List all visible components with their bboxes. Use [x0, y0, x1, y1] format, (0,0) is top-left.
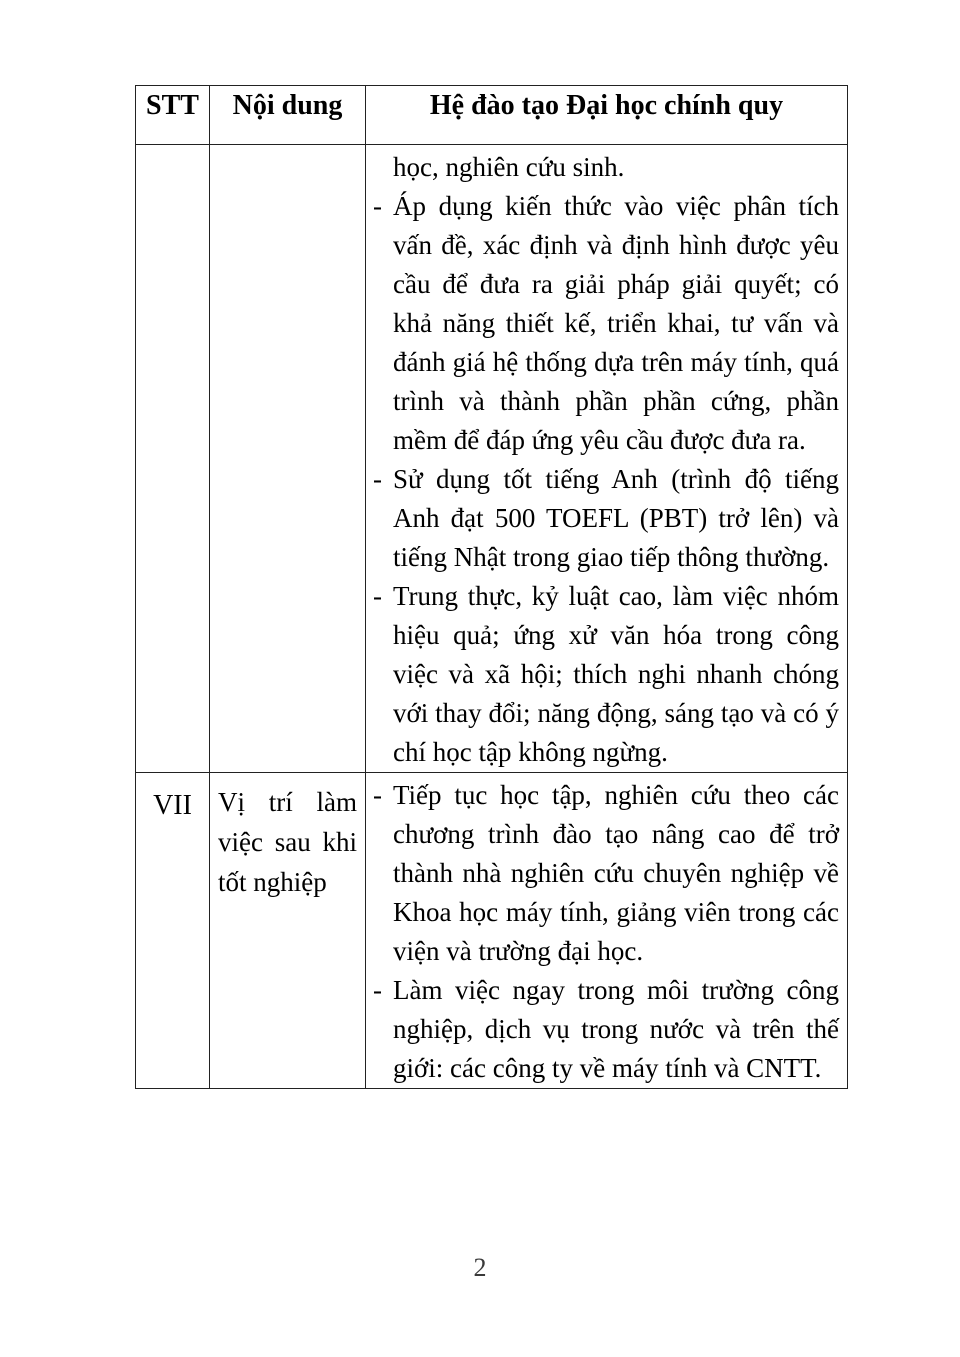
bullet-item [366, 971, 839, 1088]
table-row [136, 145, 848, 773]
noi-dung-cell-empty [210, 145, 366, 773]
content-cell [366, 773, 848, 1089]
bullet-text: Làm việc ngay trong môi trường công nghiệp, dịch vụ trong nước và trên thế giới: các công ty về máy tính và CNTT. [393, 975, 839, 1083]
noi-dung-cell-vi-tri: Vị trí làm việc sau khi tốt nghiệp [210, 773, 366, 1089]
bullet-dash: - [373, 780, 382, 810]
bullet-item [366, 187, 839, 460]
bullet-text: Trung thực, kỷ luật cao, làm việc nhóm hiệu quả; ứng xử văn hóa trong công việc và xã hội; thích nghi nhanh chóng với thay đổi; năng động, sáng tạo và có ý chí học tập không ngừng. [393, 581, 839, 767]
table-header-row [136, 86, 848, 145]
bullet-item [366, 577, 839, 772]
content-cell [366, 145, 848, 773]
bullet-dash: - [373, 191, 382, 221]
stt-cell-empty [136, 145, 210, 773]
continuation-text: học, nghiên cứu sinh. [393, 152, 625, 182]
training-program-table [135, 85, 848, 1089]
column-header-stt: STT [136, 86, 210, 145]
bullet-dash: - [373, 464, 382, 494]
bullet-text: Áp dụng kiến thức vào việc phân tích vấn đề, xác định và định hình được yêu cầu để đưa ra giải pháp giải quyết; có khả năng thiết kế, triển khai, tư vấn và đánh giá hệ thống dựa trên máy tính, quá trình và thành phần phần cứng, phần mềm để đáp ứng yêu cầu được đưa ra. [393, 191, 839, 455]
bullet-dash: - [373, 581, 382, 611]
bullet-text: Tiếp tục học tập, nghiên cứu theo các chương trình đào tạo nâng cao để trở thành nhà nghiên cứu chuyên nghiệp về Khoa học máy tính, giảng viên trong các viện và trường đại học. [393, 780, 839, 966]
bullet-item [366, 460, 839, 577]
bullet-item [366, 776, 839, 971]
bullet-text: Sử dụng tốt tiếng Anh (trình độ tiếng Anh đạt 500 TOEFL (PBT) trở lên) và tiếng Nhật trong giao tiếp thông thường. [393, 464, 839, 572]
stt-cell-vii: VII [136, 773, 210, 1089]
column-header-he-dao-tao: Hệ đào tạo Đại học chính quy [366, 86, 848, 145]
table-row [136, 773, 848, 1089]
bullet-dash: - [373, 975, 382, 1005]
page-number: 2 [473, 1253, 487, 1282]
column-header-noi-dung: Nội dung [210, 86, 366, 145]
